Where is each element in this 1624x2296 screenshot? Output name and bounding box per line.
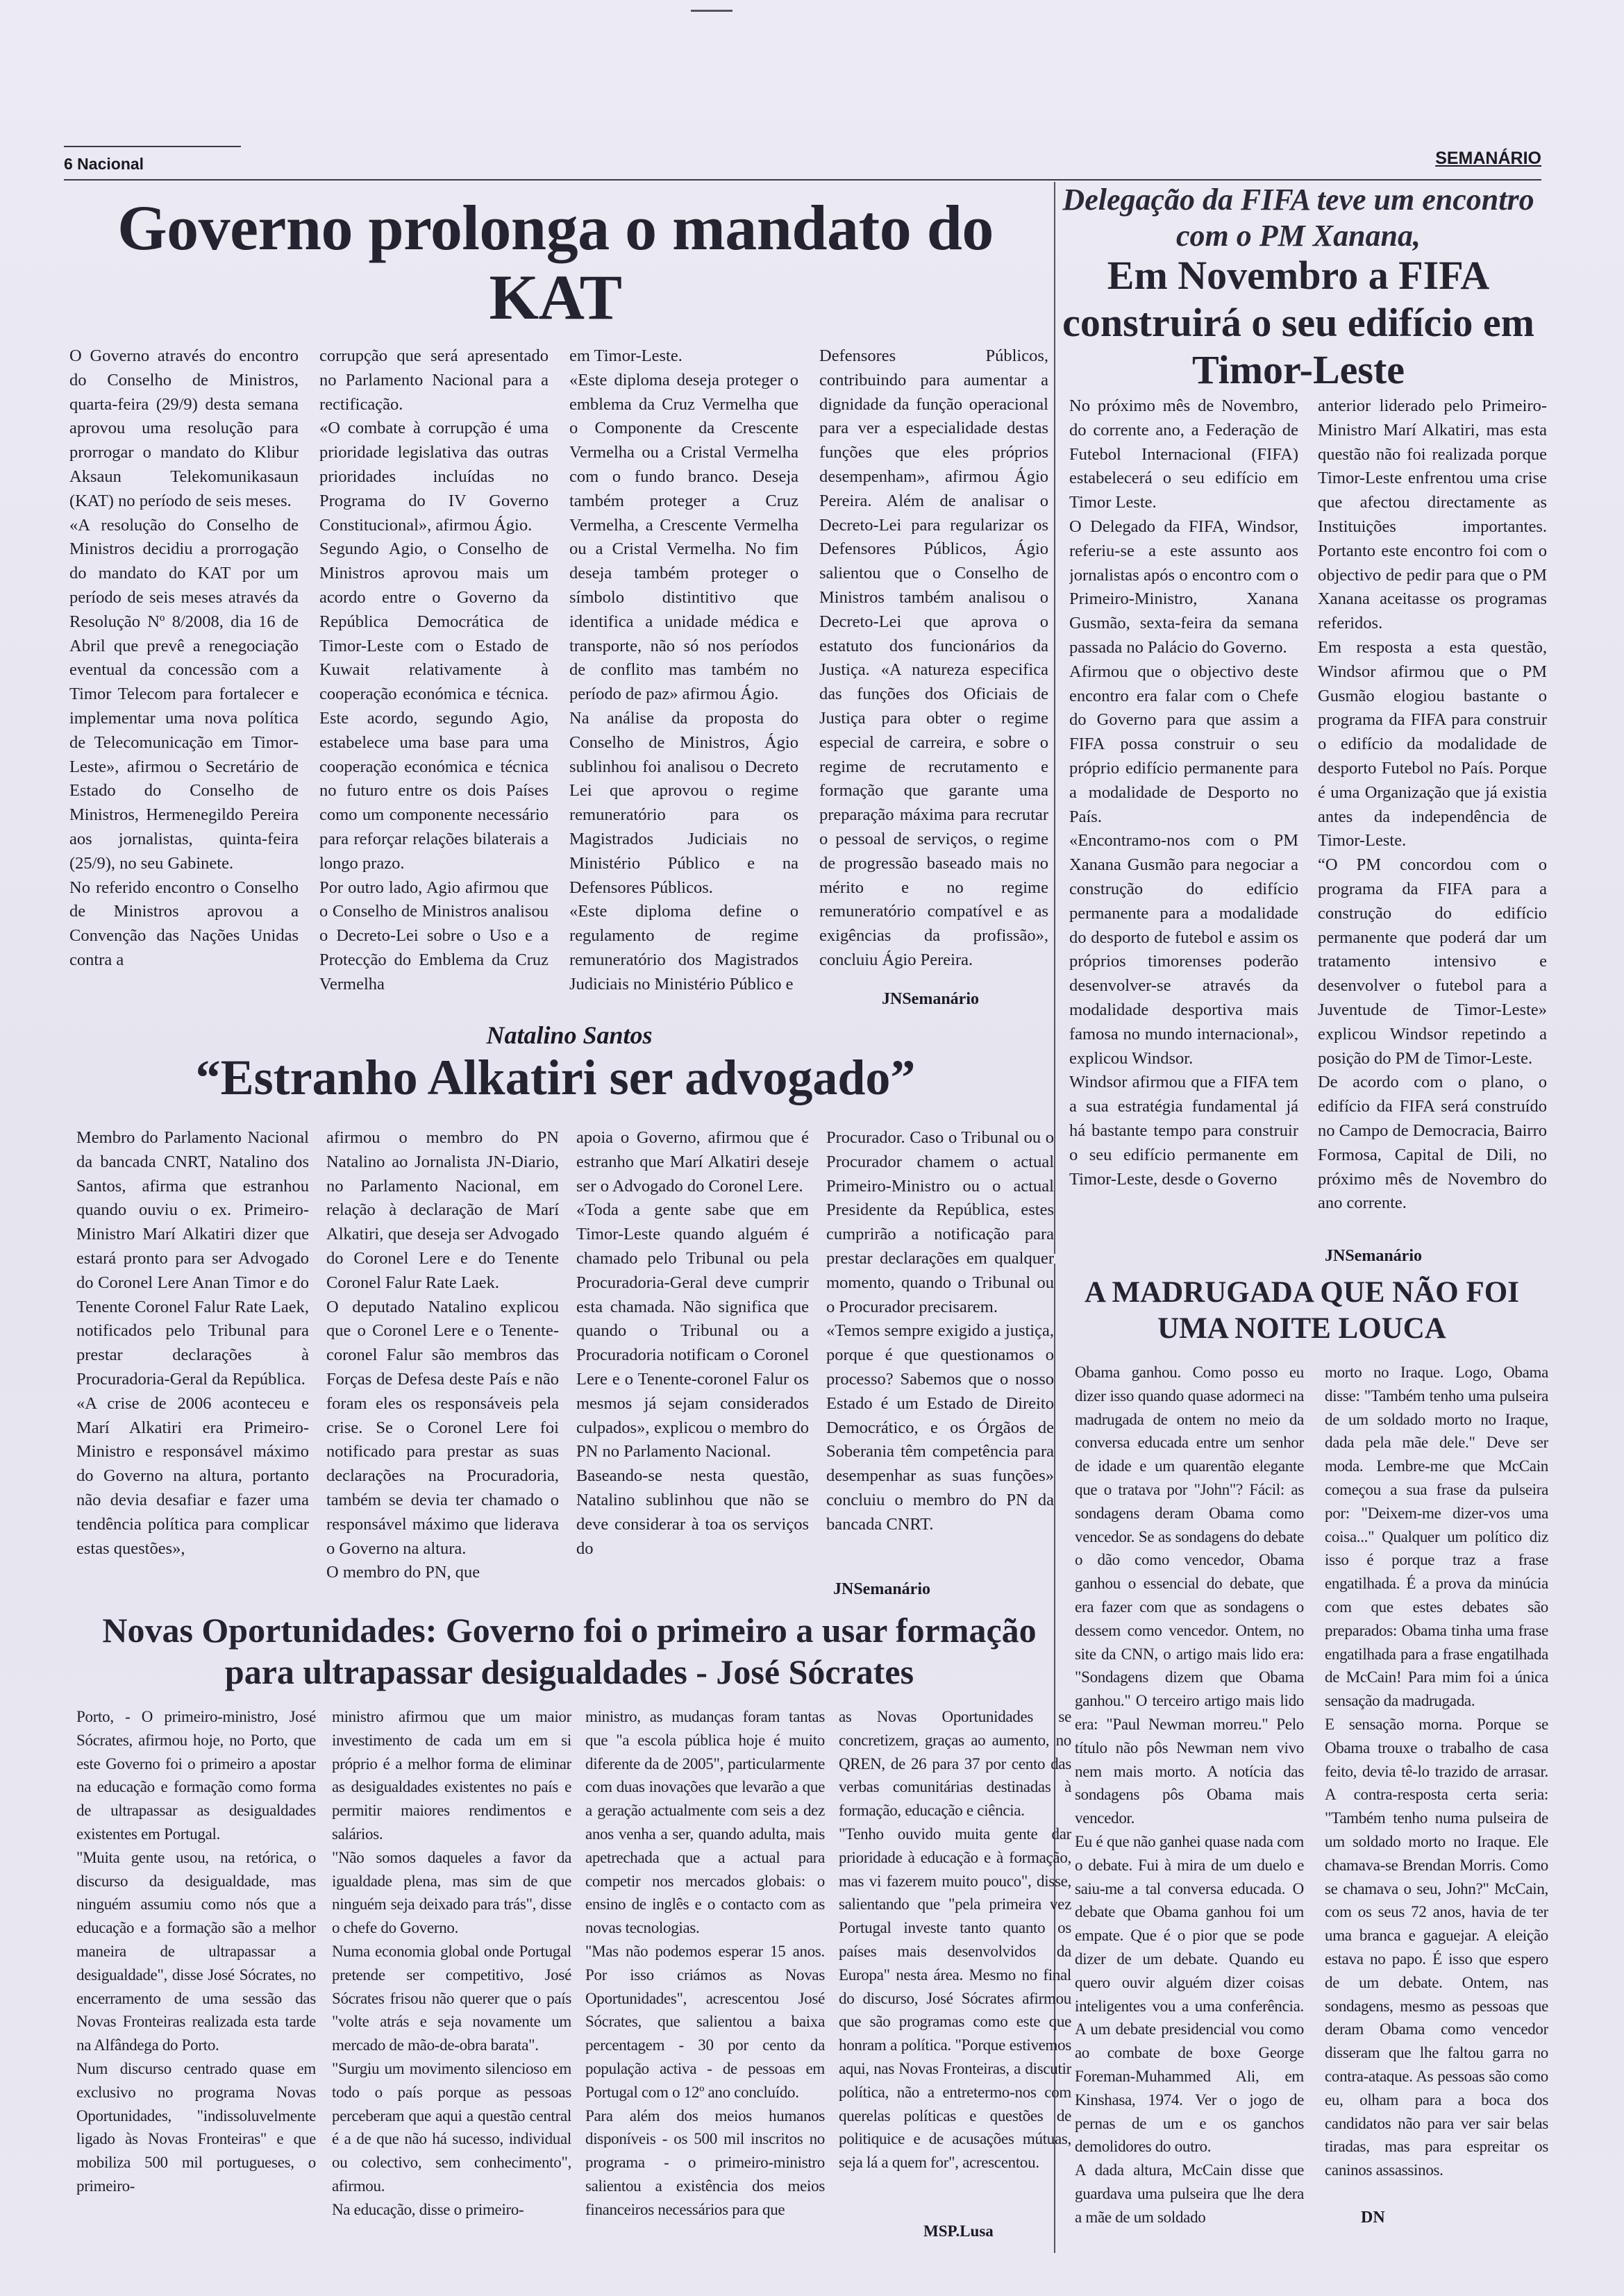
kat-column-2: corrupção que será apresentado no Parlamento Nacional para a rectificação. «O combate à corrupção é uma prioridade legislativa das outras prioridades incluídas no Programa do IV Governo Constitucional», afirmou Ágio. Segundo Agio, o Conselho de Ministros aprovou mais um acordo entre o Governo da República Democrática de Timor-Leste com o Estado de Kuwait relativamente à cooperação económica e técnica. Este acordo, segundo Agio, estabelece uma base para uma cooperação económica e técnica no futuro entre os dois Países como um componente necessário para reforçar relações bilaterais a longo prazo. Por outro lado, Agio afirmou que o Conselho de Ministros analisou o Decreto-Lei sobre o Uso e a Protecção do Emblema da Cruz Vermelha xyxy=(319,346,549,994)
fifa-column-2: anterior liderado pelo Primeiro-Ministro Marí Alkatiri, mas esta questão não foi realizada porque Timor-Leste enfrentou uma crise que afectou directamente as Instituições importantes. Portanto este encontro foi com o objectivo de pedir para que o PM Xanana aceitasse os programas referidos. Em resposta a esta questão, Windsor afirmou que o PM Gusmão elogiou bastante o programa da FIFA para construir o edifício da modalidade de desporto Futebol no País. Porque é uma Organização que já existia antes da independência de Timor-Leste. “O PM concordou com o programa da FIFA para a construção do edifício permanente que poderá dar um tratamento intensivo e desenvolver o futebol para a Juventude de Timor-Leste» explicou Windsor repetindo a posição do PM de Timor-Leste. De acordo com o plano, o edifício da FIFA será construído no Campo de Democracia, Bairro Formosa, Capital de Dili, no próximo mês de Novembro do ano corrente. xyxy=(1318,396,1547,1213)
madrugada-headline: A MADRUGADA QUE NÃO FOI UMA NOITE LOUCA xyxy=(1085,1276,1519,1345)
kat-headline: Governo prolonga o mandato do KAT xyxy=(117,192,994,333)
novas-column-4: as Novas Oportunidades se concretizem, graças ao aumento, no QREN, de 26 para 37 por cento das verbas comunitárias destinadas à formação, educação e ciência. "Tenho ouvido muita gente dar prioridade à educação e à formação, mas vi fazerem muito pouco", disse, salientando que "pela primeira vez Portugal investe tanto quanto os países mais desenvolvidos da Europa" nesta área. Mesmo no final do discurso, José Sócrates afirmou que são programas como este que honram a política. "Porque estivemos aqui, nas Novas Fronteiras, a discutir política, não a entretermo-nos com querelas políticas e questões de politiquice e de acusações mútuas, seja lá a quem for", acrescentou. xyxy=(839,1708,1071,2172)
alkatiri-headline: “Estranho Alkatiri ser advogado” xyxy=(195,1050,916,1105)
masthead: SEMANÁRIO xyxy=(1435,149,1541,168)
madrugada-column-1: Obama ganhou. Como posso eu dizer isso quando quase adormeci na madrugada de ontem no meio da conversa educada entre um senhor de idade e um quarentão elegante que o tratava por "John"? Fácil: as sondagens deram Obama como vencedor. Se as sondagens do debate o dão como vencedor, Obama ganhou o essencial do debate, que era fazer com que as sondagens o dessem como vencedor. Ontem, no site da CNN, o artigo mais lido era: "Sondagens dizem que Obama ganhou." O terceiro artigo mais lido era: "Paul Newman morreu." Pelo título não pôs Newman nem vivo nem mais morto. A notícia das sondagens pôs Obama mais vencedor. Eu é que não ganhei quase nada com o debate. Fui à mira de um duelo e saiu-me a tal conversa educada. O debate que Obama ganhou foi um empate. Que é o pior que se pode dizer de um debate. Quando eu quero ouvir alguém dizer coisas inteligentes vou a uma conferência. A um debate presidencial vou como ao combate de boxe George Foreman-Muhammed Ali, em Kinshasa, 1974. Ver o jogo de pernas de um e os ganchos demolidores do outro. A dada altura, McCain disse que guardava uma pulseira que lhe dera a mãe de um soldado xyxy=(1075,1364,1304,2225)
kat-signature: JNSemanário xyxy=(882,990,979,1008)
alkatiri-column-3: apoia o Governo, afirmou que é estranho que Marí Alkatiri deseje ser o Advogado do Coronel Lere. «Toda a gente sabe que em Timor-Leste quando alguém é chamado pelo Tribunal ou pela Procuradoria-Geral deve cumprir esta chamada. Não significa que quando o Tribunal ou a Procuradoria notificam o Coronel Lere e o Tenente-coronel Falur os mesmos já sejam considerados culpados», explicou o membro do PN no Parlamento Nacional. Baseando-se nesta questão, Natalino sublinhou que não se deve considerar à toa os serviços do xyxy=(576,1128,809,1558)
novas-column-3: ministro, as mudanças foram tantas que "a escola pública hoje é muito diferente da de 2005", particularmente com duas inovações que levarão a que a geração actualmente com seis a dez anos venha a ser, quando adulta, mais apetrechada que a actual para competir nos mercados globais: o ensino de inglês e o contacto com as novas tecnologias. "Mas não podemos esperar 15 anos. Por isso criámos as Novas Oportunidades", acrescentou José Sócrates, que salientou a baixa percentagem - 30 por cento da população activa - de pessoas em Portugal com o 12º ano concluído. Para além dos meios humanos disponíveis - os 500 mil inscritos no programa - o primeiro-ministro salientou a existência dos meios financeiros necessários para que xyxy=(585,1708,825,2218)
madrugada-column-2: morto no Iraque. Logo, Obama disse: "Também tenho uma pulseira de um soldado morto no Iraque, dada pela mãe dele." Deve ser moda. Lembre-me que McCain começou a sua frase da pulseira por: "Deixem-me dizer-vos uma coisa..." Qualquer um político diz isso é porque traz a frase engatilhada. É a prova da minúcia com que estes debates são preparados: Obama tinha uma frase engatilhada para a frase engatilhada de McCain! Para mim foi a única sensação da madrugada. E sensação morna. Porque se Obama trouxe o trabalho de casa feito, devia tê-lo trazido de arrasar. A contra-resposta certa seria: "Também tenho numa pulseira de um soldado morto no Iraque. Ele chamava-se Brendan Morris. Como se chamava o seu, John?" McCain, com os seus 72 anos, havia de ter uma branca e gaguejar. A eleição estava no papo. É isso que espero de um debate. Ontem, nas sondagens, mesmo as pessoas que deram Obama como vencedor disseram que lhe faltou garra no contra-ataque. As pessoas são como eu, olham para a boca dos candidatos não para ver sair belas tiradas, mas para espreitar os caninos assassinos. xyxy=(1325,1364,1548,2179)
alkatiri-column-4: Procurador. Caso o Tribunal ou o Procurador chamem o actual Primeiro-Ministro ou o actual Presidente da República, estes cumprirão a notificação para prestar declarações em qualquer momento, quando o Tribunal ou o Procurador precisarem. «Temos sempre exigido a justiça, porque é que questionamos o processo? Sabemos que o nosso Estado é um Estado de Direito Democrático, e os Órgãos de Soberania têm competência para desempenhar as suas funções» concluiu o membro do PN da bancada CNRT. xyxy=(826,1128,1054,1534)
fifa-signature: JNSemanário xyxy=(1325,1247,1422,1265)
fifa-kicker: Delegação da FIFA teve um encontro com o PM Xanana, xyxy=(1062,183,1534,253)
fifa-column-1: No próximo mês de Novembro, do corrente ano, a Federação de Futebol Internacional (FIFA) estabelecerá o seu edifício em Timor Leste. O Delegado da FIFA, Windsor, referiu-se a este assunto aos jornalistas após o encontro com o Primeiro-Ministro, Xanana Gusmão, sexta-feira da semana passada no Palácio do Governo. Afirmou que o objectivo deste encontro era falar com o Chefe do Governo para que assim a FIFA possa construir o seu próprio edifício permanente para a modalidade de Desporto no País. «Encontramo-nos com o PM Xanana Gusmão para negociar a construção do edifício permanente para a modalidade do desporto de futebol e assim os próprios timorenses poderão desenvolver-se através da modalidade desportiva mais famosa no mundo internacional», explicou Windsor. Windsor afirmou que a FIFA tem a sua estratégia fundamental já há bastante tempo para construir o seu edifício permanente em Timor-Leste, desde o Governo xyxy=(1069,396,1298,1189)
header-rule-short xyxy=(64,146,241,147)
novas-signature: MSP.Lusa xyxy=(923,2222,994,2240)
kat-column-1: O Governo através do encontro do Conselho de Ministros, quarta-feira (29/9) desta semana aprovou uma resolução para prorrogar o mandato do Klibur Aksaun Telekomunikasaun (KAT) no período de seis meses. «A resolução do Conselho de Ministros decidiu a prorrogação do mandato do KAT por um período de seis meses através da Resolução Nº 8/2008, dia 16 de Abril que prevê a renegociação eventual da concessão com a Timor Telecom para fortalecer e implementar uma nova política de Telecomunicação em Timor-Leste», afirmou o Secretário de Estado do Conselho de Ministros, Hermenegildo Pereira aos jornalistas, quinta-feira (25/9), no seu Gabinete. No referido encontro o Conselho de Ministros aprovou a Convenção das Nações Unidas contra a xyxy=(69,346,299,969)
novas-column-2: ministro afirmou que um maior investimento de cada um em si próprio é a melhor forma de eliminar as desigualdades existentes no país e permitir maiores rendimentos e salários. "Não somos daqueles a favor da igualdade plena, mas sim de que ninguém seja deixado para trás", disse o chefe do Governo. Numa economia global onde Portugal pretende ser competitivo, José Sócrates frisou não querer que o país "volte atrás e seja novamente um mercado de mão-de-obra barata". "Surgiu um movimento silencioso em todo o país porque as pessoas perceberam que aqui a questão central é a de que não há sucesso, individual ou colectivo, sem conhecimento", afirmou. Na educação, disse o primeiro- xyxy=(332,1708,571,2218)
page-label: 6 Nacional xyxy=(64,155,144,173)
alkatiri-column-1: Membro do Parlamento Nacional da bancada CNRT, Natalino dos Santos, afirma que estranhou quando ouviu o ex. Primeiro-Ministro Marí Alkatiri dizer que estará pronto para ser Advogado do Coronel Lere Anan Timor e do Tenente Coronel Falur Rate Laek, notificados pelo Tribunal para prestar declarações à Procuradoria-Geral da República. «A crise de 2006 aconteceu e Marí Alkatiri era Primeiro-Ministro e responsável máximo do Governo na altura, portanto não devia desafiar e fazer uma tendência política para complicar estas questões», xyxy=(76,1128,309,1558)
kat-column-4: Defensores Públicos, contribuindo para aumentar a dignidade da função operacional para ver a especialidade destas funções que eles próprios desempenham», afirmou Ágio Pereira. Além de analisar o Decreto-Lei para regularizar os Defensores Públicos, Ágio salientou que o Conselho de Ministros também analisou o Decreto-Lei que aprova o estatuto dos funcionários da Justiça. «A natureza especifica das funções dos Oficiais de Justiça para obter o regime especial de carreira, e sobre o regime de recrutamento e formação que garante uma preparação máxima para recrutar o pessoal de serviços, o regime de progressão baseado mais no mérito e no regime remuneratório compatível e as exigências da profissão», concluiu Ágio Pereira. xyxy=(819,346,1048,969)
alkatiri-column-2: afirmou o membro do PN Natalino ao Jornalista JN-Diario, no Parlamento Nacional, em relação à declaração de Marí Alkatiri, que deseja ser Advogado do Coronel Lere e do Tenente Coronel Falur Rate Laek. O deputado Natalino explicou que o Coronel Lere e o Tenente-coronel Falur são membros das Forças de Defesa deste País e não foram eles os responsáveis pela crise. Se o Coronel Lere foi notificado para prestar as suas declarações na Procuradoria, também se devia ter chamado o responsável máximo que liderava o Governo na altura. O membro do PN, que xyxy=(326,1128,559,1582)
column-divider-right xyxy=(1054,182,1055,1254)
alkatiri-byline: Natalino Santos xyxy=(486,1021,653,1049)
kat-column-3: em Timor-Leste. «Este diploma deseja proteger o emblema da Cruz Vermelha que o Componente da Crescente Vermelha ou a Cristal Vermelha com o fundo branco. Deseja também proteger a Cruz Vermelha, a Crescente Vermelha ou a Cristal Vermelha. No fim deseja também proteger o símbolo distintitivo que identifica a unidade médica e transporte, não só nos períodos de conflito mas também no período de paz» afirmou Ágio. Na análise da proposta do Conselho de Ministros, Ágio sublinhou foi analisou o Decreto Lei que aprovou o regime remuneratório para os Magistrados Judiciais no Ministério Público e na Defensores Públicos. «Este diploma define o regulamento de regime remuneratório dos Magistrados Judiciais no Ministério Público e xyxy=(569,346,798,994)
novas-headline: Novas Oportunidades: Governo foi o primeiro a usar formação para ultrapassar desigualdades - José Sócrates xyxy=(102,1611,1037,1691)
top-crop-mark xyxy=(691,10,733,12)
madrugada-signature: DN xyxy=(1361,2209,1385,2227)
header-rule xyxy=(64,179,1541,181)
fifa-headline: Em Novembro a FIFA construirá o seu edifício em Timor-Leste xyxy=(1062,253,1534,392)
alkatiri-signature: JNSemanário xyxy=(833,1580,930,1598)
novas-column-1: Porto, - O primeiro-ministro, José Sócrates, afirmou hoje, no Porto, que este Governo foi o primeiro a apostar na educação e formação como forma de ultrapassar as desigualdades existentes em Portugal. "Muita gente usou, na retórica, o discurso da desigualdade, mas ninguém assumiu como nós que a educação e a formação são a melhor maneira de ultrapassar a desigualdade", disse José Sócrates, no encerramento de uma sessão das Novas Fronteiras realizada esta tarde na Alfândega do Porto. Num discurso centrado quase em exclusivo no programa Novas Oportunidades, "indissoluvelmente ligado às Novas Fronteiras" e que mobiliza 500 mil portugueses, o primeiro- xyxy=(76,1708,316,2195)
